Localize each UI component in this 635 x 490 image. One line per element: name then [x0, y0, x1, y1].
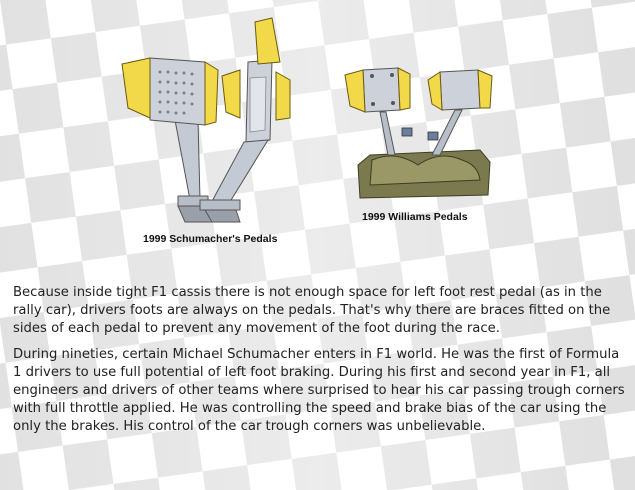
article-text — [13, 284, 628, 444]
williams-pedals-drawing — [345, 68, 492, 198]
schumacher-pedals-drawing — [122, 18, 290, 222]
paragraph-schumacher: During nineties, certain Michael Schumacher enters in F1 world. He was the first of Formula 1 drivers to use full potential of left foot braking. During his first and second year in F1, all engineers and drivers of other teams where surprised to hear his car passing trough corners with full throttle applied. He was controlling the speed and brake bias of the car using the only the brakes. His control of the car trough corners was unbelievable. — [13, 347, 625, 434]
paragraph-footrest: Because inside tight F1 cassis there is not enough space for left foot rest pedal (as in the rally car), drivers foots are always on the pedals. That's why there are braces fitted on the sides of each pedal to prevent any movement of the foot during the race. — [13, 285, 611, 336]
schumacher-pedals-caption: 1999 Schumacher's Pedals — [143, 233, 278, 245]
williams-pedals-caption: 1999 Williams Pedals — [362, 211, 468, 223]
